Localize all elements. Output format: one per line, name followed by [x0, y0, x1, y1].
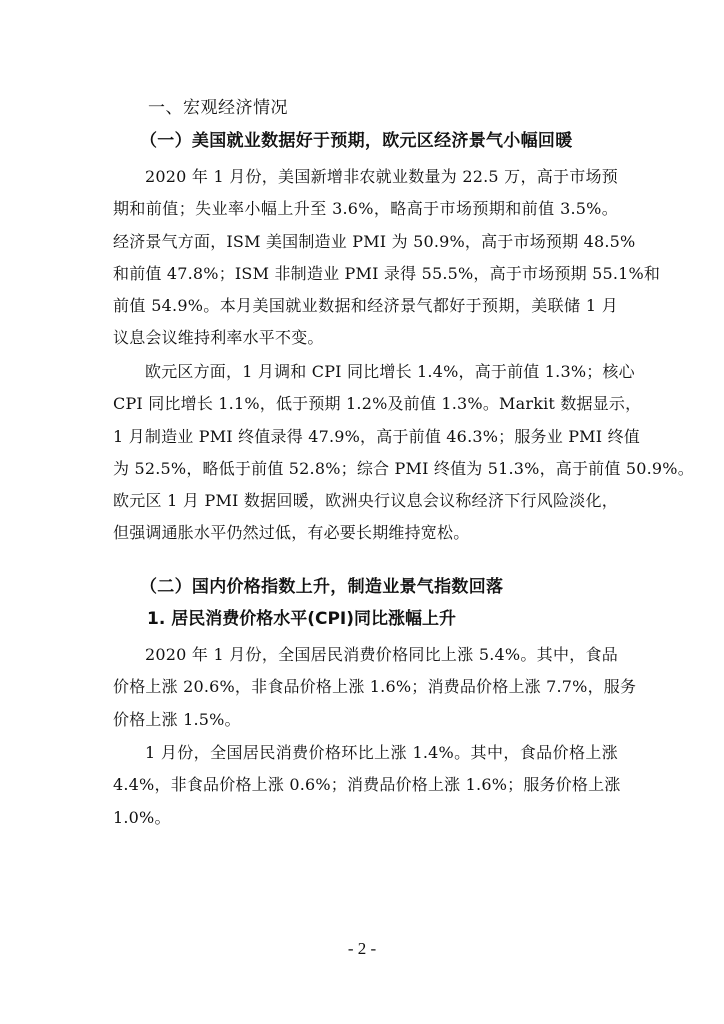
paragraph-line: 价格上涨 20.6%，非食品价格上涨 1.6%；消费品价格上涨 7.7%，服务 [113, 677, 637, 697]
paragraph-line: 期和前值；失业率小幅上升至 3.6%，略高于市场预期和前值 3.5%。 [113, 199, 618, 219]
paragraph-eurozone [113, 356, 694, 550]
paragraph-line: 经济景气方面，ISM 美国制造业 PMI 为 50.9%，高于市场预期 48.5% [113, 231, 636, 251]
paragraph-line: 和前值 47.8%；ISM 非制造业 PMI 录得 55.5%，高于市场预期 55.1%和 [113, 263, 661, 283]
paragraph-line: 议息会议维持利率水平不变。 [113, 328, 324, 348]
page-number: - 2 - [347, 939, 377, 958]
paragraph-line: CPI 同比增长 1.1%，低于预期 1.2%及前值 1.3%。Markit 数据显示， [113, 394, 642, 414]
paragraph-line: 但强调通胀水平仍然过低，有必要长期维持宽松。 [113, 523, 470, 543]
paragraph-line: 1.0%。 [113, 807, 171, 827]
paragraph-line: 1 月制造业 PMI 终值录得 47.9%，高于前值 46.3%；服务业 PMI 终值 [113, 426, 640, 446]
paragraph-line: 欧元区方面，1 月调和 CPI 同比增长 1.4%，高于前值 1.3%；核心 [145, 362, 635, 381]
item-heading-cpi: 1. 居民消费价格水平(CPI)同比涨幅上升 [147, 609, 457, 629]
paragraph-line: 2020 年 1 月份，全国居民消费价格同比上涨 5.4%。其中，食品 [145, 645, 618, 664]
paragraph-line: 欧元区 1 月 PMI 数据回暖，欧洲央行议息会议称经济下行风险淡化， [113, 491, 618, 511]
paragraph-line: 4.4%，非食品价格上涨 0.6%；消费品价格上涨 1.6%；服务价格上涨 [113, 775, 621, 795]
section-title: 一、宏观经济情况 [148, 98, 288, 118]
subsection-heading-us-eurozone: （一）美国就业数据好于预期，欧元区经济景气小幅回暖 [140, 131, 573, 151]
paragraph-cpi-mom [113, 737, 621, 834]
subsection-heading-domestic-prices: （二）国内价格指数上升，制造业景气指数回落 [140, 577, 504, 597]
paragraph-line: 前值 54.9%。本月美国就业数据和经济景气都好于预期，美联储 1 月 [113, 296, 618, 316]
paragraph-cpi-yoy [113, 639, 637, 736]
paragraph-line: 1 月份，全国居民消费价格环比上涨 1.4%。其中，食品价格上涨 [145, 743, 618, 762]
paragraph-line: 为 52.5%，略低于前值 52.8%；综合 PMI 终值为 51.3%，高于前值 50.9%。 [113, 458, 694, 478]
paragraph-line: 2020 年 1 月份，美国新增非农就业数量为 22.5 万，高于市场预 [145, 167, 618, 186]
paragraph-line: 价格上涨 1.5%。 [113, 709, 241, 729]
paragraph-us-employment [113, 161, 661, 355]
